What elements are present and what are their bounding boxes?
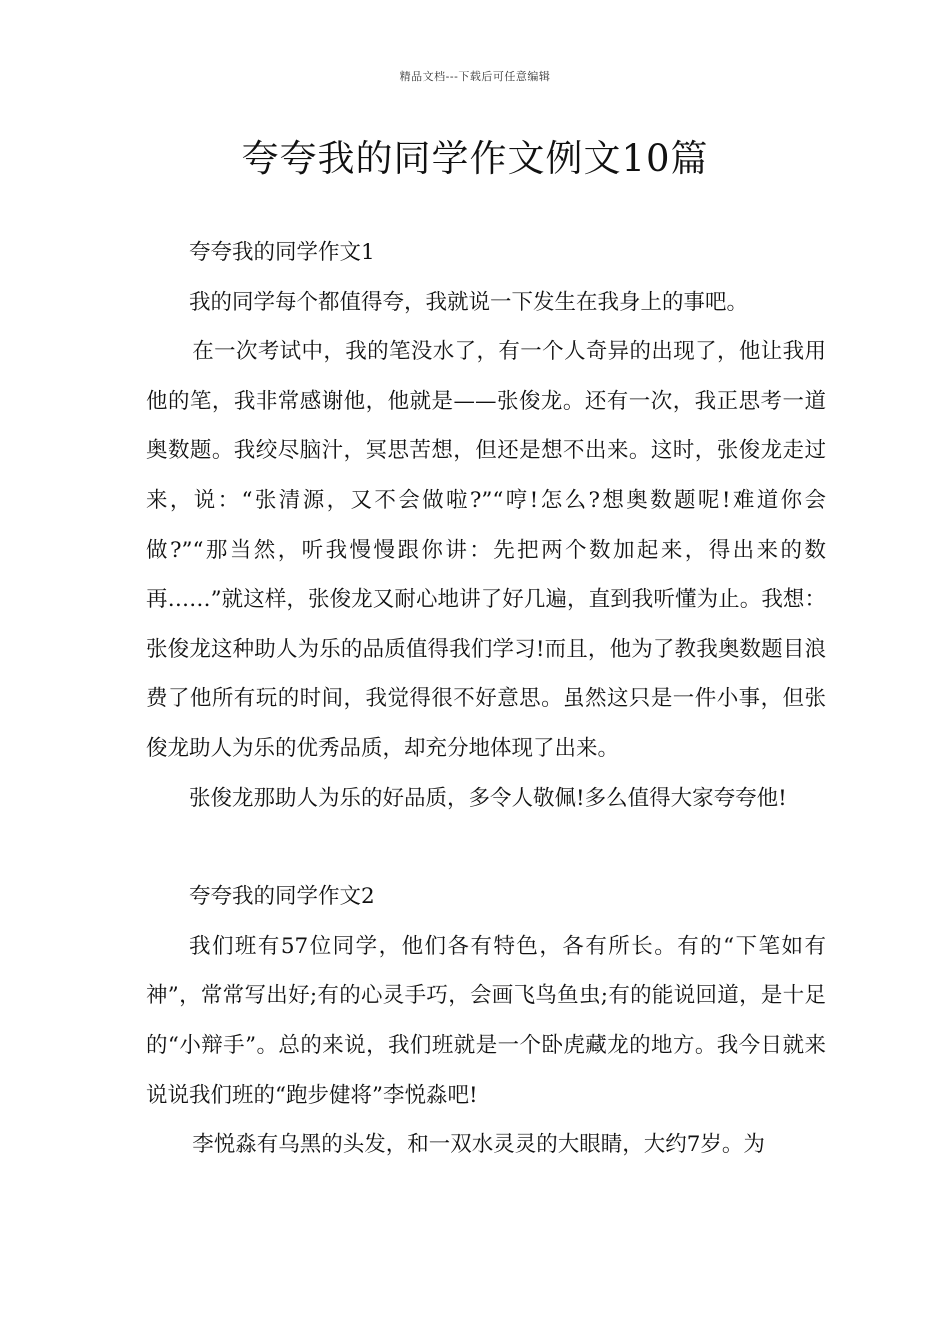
essay-1-heading: 夸夸我的同学作文1 xyxy=(189,240,375,265)
essay-2-paragraph: 我们班有57位同学，他们各有特色，各有所长。有的“下笔如有神”，常常写出好;有的心灵手巧，会画飞鸟鱼虫;有的能说回道，是十足的“小辩手”。总的来说，我们班就是一个卧虎藏龙的地方。我今日就来说说我们班的“跑步健将”李悦淼吧! xyxy=(146,933,826,1108)
header-note: 精品文档---下载后可任意编辑 xyxy=(399,70,551,83)
essay-1-paragraph: 在一次考试中，我的笔没水了，有一个人奇异的出现了，他让我用他的笔，我非常感谢他，他就是——张俊龙。还有一次，我正思考一道奥数题。我绞尽脑汁，冥思苦想，但还是想不出来。这时，张俊龙走过来，说：“张清源，又不会做啦?”“哼!怎么?想奥数题呢!难道你会做?”“那当然，听我慢慢跟你讲：先把两个数加起来，得出来的数再……”就这样，张俊龙又耐心地讲了好几遍，直到我听懂为止。我想：张俊龙这种助人为乐的品质值得我们学习!而且，他为了教我奥数题目浪费了他所有玩的时间，我觉得很不好意思。虽然这只是一件小事，但张俊龙助人为乐的优秀品质，却充分地体现了出来。 xyxy=(146,339,826,761)
essay-2-paragraph: 李悦淼有乌黑的头发，和一双水灵灵的大眼睛，大约7岁。为 xyxy=(192,1132,765,1158)
essay-1-paragraph: 张俊龙那助人为乐的好品质，多令人敬佩!多么值得大家夸夸他! xyxy=(189,785,787,811)
document-body xyxy=(146,228,826,1170)
essay-2-heading: 夸夸我的同学作文2 xyxy=(189,884,375,910)
document-title: 夸夸我的同学作文例文10篇 xyxy=(241,137,709,180)
essay-1-paragraph: 我的同学每个都值得夸，我就说一下发生在我身上的事吧。 xyxy=(189,289,749,315)
